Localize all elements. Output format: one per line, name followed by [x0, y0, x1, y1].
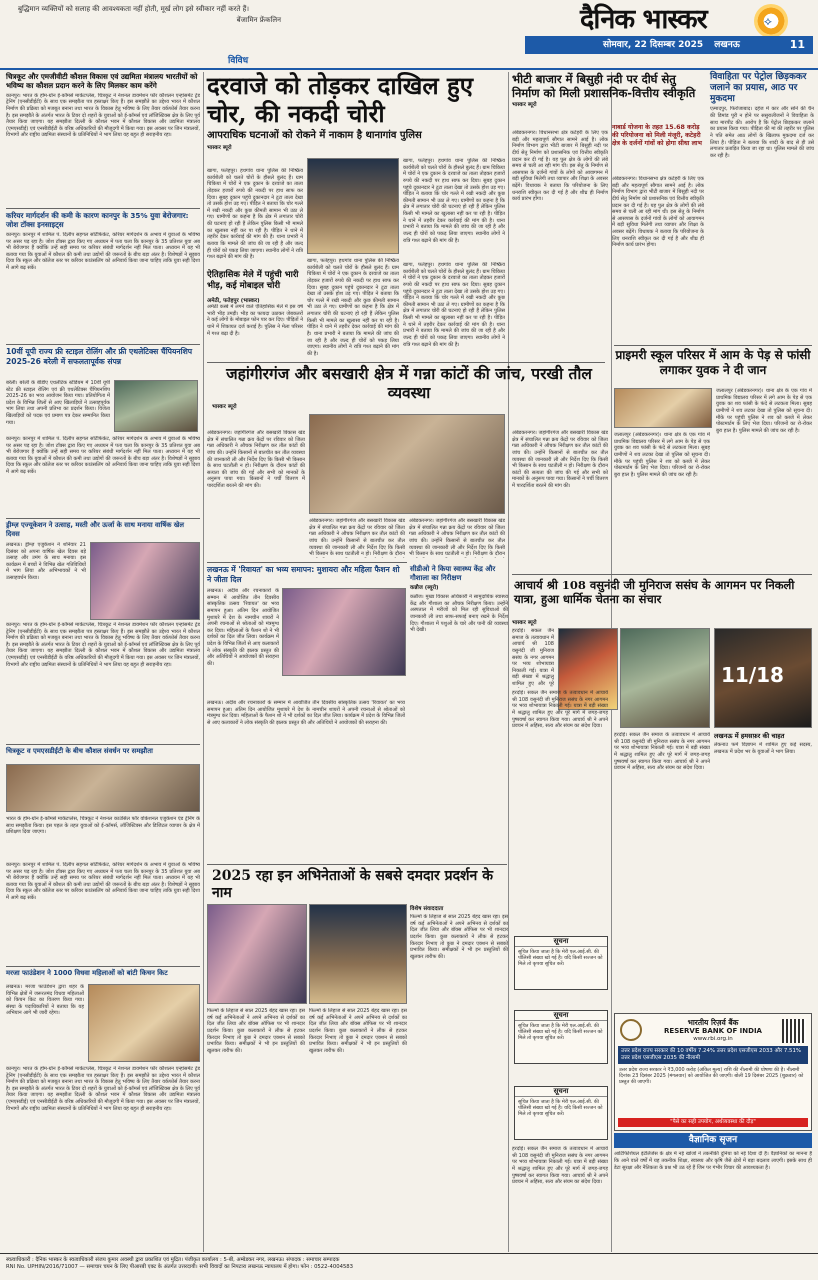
story-body: बरेली। बरेली के बीडीए एथलेटिक स्टेडियम में 10वीं यूपी स्टेट फ्री स्टाइल रोलिंग एवं फ्री एथलेटिक्स चैंपियनशिप 2025-26 का भव्य आयोजन किया गया। प्रतियोगिता में प्रदेश के विभिन्न जिलों से आए खिलाड़ियों ने उत्साहपूर्वक भाग लिया तथा अपनी प्रतिभा का प्रदर्शन किया। विजेता खिलाड़ियों को पदक एवं प्रमाण पत्र देकर सम्मानित किया गया। — [6, 380, 110, 426]
story-body: लेकनाउ फर्म विज्ञापन में शामिल हुए कई सदस्य, लखनऊ में प्रदेश भर के युवाओं ने भाग लिया। — [714, 742, 812, 756]
photo-cane-weighing — [309, 414, 505, 514]
movie-ad-banner[interactable] — [714, 628, 812, 728]
divider — [614, 345, 812, 346]
story-body: लखनऊ। अदीब और रचनाकारों के सम्मान में आयोजित तीन दिवसीय सांस्कृतिक उत्सव 'रिवायत' का भव्य समापन हुआ। अंतिम दिन आयोजित मुशायरे में देश के नामचीन शायरों ने अपनी रचनाओं से श्रोताओं को मंत्रमुग्ध कर दिया। महिलाओं के फैशन शो ने भी दर्शकों का दिल जीत लिया। कार्यक्रम में प्रदेश के विभिन्न जिलों से आए कलाकारों ने लोक संस्कृति की झलक प्रस्तुत की और अतिथियों ने आयोजकों की सराहना की। — [207, 700, 405, 726]
photo-school-tree — [614, 388, 712, 428]
story-headline[interactable]: जहांगीरगंज और बसखारी क्षेत्र में गन्ना कांटों की जांच, परखी तौल व्यवस्था — [226, 364, 592, 402]
quote-text: बुद्धिमान व्यक्तियों को सलाह की आवश्यकता नहीं होती, मूर्ख लोग इसे स्वीकार नहीं करते हैं। — [18, 5, 250, 13]
byline: कन्नौज (ब्यूरो) — [410, 585, 439, 592]
story-body: जलालपुर (अंबेडकरनगर)। थाना क्षेत्र के एक गांव में प्राथमिक विद्यालय परिसर में लगे आम के पेड़ से एक युवक का शव फांसी के फंदे से लटकता मिला। सुबह ग्रामीणों ने शव लटका देखा तो पुलिस को सूचना दी। मौके पर पहुंची पुलिस ने शव को कब्जे में लेकर पोस्टमार्टम के लिए भेज दिया। परिजनों का रो-रोकर बुरा हाल है। पुलिस मामले की जांच कर रही है। — [614, 432, 710, 478]
section-bar — [0, 56, 818, 70]
story-body: खागा, फतेहपुर। हथगांव थाना पुलिस की निष्क्रिय कार्यशैली को चलते चोरों के हौसले बुलंद हैं। ग्राम चिकिया में चोरों ने एक दुकान के दरवाजे का ताला तोड़कर हजारों रुपये की नकदी पर हाथ साफ कर दिया। सुबह दुकान पहुंचे दुकानदार ने टूटा ताला देखा तो उसके होश उड़ गए। पीड़ित ने बताया कि चोर गल्ले में रखी नकदी और कुछ कीमती सामान भी उठा ले गए। ग्रामीणों का कहना है कि क्षेत्र में लगातार चोरी की घटनाएं हो रही हैं लेकिन पुलिस किसी भी मामले का खुलासा नहीं कर पा रही है। पीड़ित ने थाने में तहरीर देकर कार्रवाई की मांग की है। थाना प्रभारी ने बताया कि मामले की जांच की जा रही है और जल्द ही चोरों को पकड़ लिया जाएगा। स्थानीय लोगों ने रात्रि गश्त बढ़ाने की मांग की है। — [403, 158, 505, 244]
imprint-line-2: RNI No. UPHIN/2016/71007 — समाचार चयन के लिए पीआरबी एक्ट के अंतर्गत उत्तरदायी। सभी विवादों का निपटारा लखनऊ न्यायालय में होगा। फोन : 0522-4004583 — [6, 1264, 354, 1271]
notice-title: सूचना — [515, 937, 607, 947]
story-body: खागा, फतेहपुर। हथगांव थाना पुलिस की निष्क्रिय कार्यशैली को चलते चोरों के हौसले बुलंद हैं। ग्राम चिकिया में चोरों ने एक दुकान के दरवाजे का ताला तोड़कर हजारों रुपये की नकदी पर हाथ साफ कर दिया। सुबह दुकान पहुंचे दुकानदार ने टूटा ताला देखा तो उसके होश उड़ गए। पीड़ित ने बताया कि चोर गल्ले में रखी नकदी और कुछ कीमती सामान भी उठा ले गए। ग्रामीणों का कहना है कि क्षेत्र में लगातार चोरी की घटनाएं हो रही हैं लेकिन पुलिस किसी भी मामले का खुलासा नहीं कर पा रही है। पीड़ित ने थाने में तहरीर देकर कार्रवाई की मांग की है। थाना प्रभारी ने बताया कि मामले की जांच की जा रही है और जल्द ही चोरों को पकड़ लिया जाएगा। स्थानीय लोगों ने रात्रि गश्त बढ़ाने की मांग की है। — [403, 262, 505, 348]
story-body: अंबेडकरनगर। जहांगीरगंज और बसखारी विकास खंड क्षेत्र में संचालित गन्ना क्रय केंद्रों पर रविवार को जिला गन्ना अधिकारी ने औचक निरीक्षण कर तौल कांटों की जांच की। उन्होंने किसानों से बातचीत कर तौल व्यवस्था की जानकारी ली और निर्देश दिए कि किसी भी किसान के साथ घटतौली न हो। निरीक्षण के दौरान — [409, 518, 505, 558]
divider — [207, 562, 407, 563]
photo-actor-1 — [207, 904, 307, 1004]
byline: अमेठी, फतेहपुर (भास्कर) — [207, 298, 260, 304]
story-body: अंबेडकरनगर। जहांगीरगंज और बसखारी विकास खंड क्षेत्र में संचालित गन्ना क्रय केंद्रों पर रविवार को जिला गन्ना अधिकारी ने औचक निरीक्षण कर तौल कांटों की जांच की। उन्होंने किसानों से बातचीत कर तौल व्यवस्था की जानकारी ली और निर्देश दिए कि किसी भी किसान के साथ घटतौली न हो। निरीक्षण के दौरान — [309, 518, 405, 558]
story-body: अंबेडकरनगर। जहांगीरगंज और बसखारी विकास खंड क्षेत्र में संचालित गन्ना क्रय केंद्रों पर रविवार को जिला गन्ना अधिकारी ने औचक निरीक्षण कर तौल कांटों की जांच की। उन्होंने किसानों से बातचीत कर तौल व्यवस्था की जानकारी ली और निर्देश दिए कि किसी भी किसान के साथ घटतौली न हो। निरीक्षण के दौरान कांटों की सत्यता की जांच की गई और सभी को मानकों के अनुरूप पाया गया। किसानों ने पर्ची वितरण में पारदर्शिता बरतने की मांग की। — [512, 430, 608, 490]
byline: भास्कर ब्यूरो — [512, 620, 537, 626]
story-headline[interactable]: मरजा फाउंडेशन ने 1000 विधवा महिलाओं को बांटी किचन किट — [6, 969, 168, 977]
photo-broken-door — [307, 158, 399, 254]
quote-author: बेंजामिन फ्रेंकलिन — [236, 16, 281, 24]
story-body: लखनऊ। ड्रीम्ज़ एजुकेशन ने शनिवार 21 दिसंबर को अपना वार्षिक खेल दिवस बड़े उत्साह और उमंग के साथ मनाया। इस कार्यक्रम में बच्चों ने विभिन्न खेल गतिविधियों में भाग लिया और अभिभावकों ने भी उत्साहवर्धन किया। — [6, 542, 86, 581]
photo-sports-day — [90, 542, 200, 620]
left-column — [6, 72, 200, 1112]
story-body: कानपुर। भारत के होम-ग्रोन ई-कॉमर्स मार्केटप्लेस, चित्रकूट ने नेशनल डायमेंशन फॉर कौशलन एन्हांसमेंट ट्रेड ट्रेनिंग (एनसीडीईटी) के साथ एक समझौता पत्र हस्ताक्षर किए हैं। इस समझौते का उद्देश्य भारत में कौशल निर्माण की प्रक्रिया को मजबूत बनाना तथा भारत के विकास हेतु भविष्य के लिए तैयार वर्कफोर्स तैयार करना है। इस समझौते के अंतर्गत भारत के टियर दो शहरों के युवाओं को ई-कॉमर्स एवं लॉजिस्टिक्स क्षेत्र के लिए पूर्व तैयार किया जाएगा। यह समझौता दिल्ली के कौशल भवन में कौशल विकास और उद्यमिता मंत्रालय (एमएसडीई) एवं एनसीडीईटी के वरिष्ठ अधिकारियों की मौजूदगी में किया गया। इस अवसर पर जिन मंत्रालयों, विभागों और राष्ट्रीय उद्यमिता संस्थानों के प्रतिनिधियों ने भाग लिया वह बहुत ही सराहनीय रहा। — [6, 622, 200, 668]
center-column — [207, 71, 505, 357]
notice-body: सूचित किया जाता है कि मेरी एल.आई.सी. की पॉलिसी संख्या खो गई है। यदि किसी सज्जन को मिले तो कृपया सूचित करें। — [518, 1098, 603, 1117]
bank-name-english: RESERVE BANK OF INDIA — [664, 1027, 762, 1036]
story-body: अमेठी कस्बे में लगने वाले ऐतिहासिक मेले में इस वर्ष भारी भीड़ उमड़ी। भीड़ का फायदा उठाकर जेबकतरों ने कई लोगों के मोबाइल फोन पार कर दिए। पीड़ितों ने थाने में शिकायत दर्ज कराई है। पुलिस ने मेला परिसर में गश्त बढ़ा दी है। — [207, 304, 303, 337]
divider — [6, 518, 200, 519]
story-body: कानपुर। भारत के होम-ग्रोन ई-कॉमर्स मार्केटप्लेस, चित्रकूट ने नेशनल डायमेंशन फॉर कौशलन एन्हांसमेंट ट्रेड ट्रेनिंग (एनसीडीईटी) के साथ एक समझौता पत्र हस्ताक्षर किए हैं। इस समझौते का उद्देश्य भारत में कौशल निर्माण की प्रक्रिया को मजबूत बनाना तथा भारत के विकास हेतु भविष्य के लिए तैयार वर्कफोर्स तैयार करना है। इस समझौते के अंतर्गत भारत के टियर दो शहरों के युवाओं को ई-कॉमर्स एवं लॉजिस्टिक्स क्षेत्र के लिए पूर्व तैयार किया जाएगा। यह समझौता दिल्ली के कौशल भवन में कौशल विकास और उद्यमिता मंत्रालय (एमएसडीई) एवं एनसीडीईटी के वरिष्ठ अधिकारियों की मौजूदगी में किया गया। इस अवसर पर जिन मंत्रालयों, विभागों और राष्ट्रीय उद्यमिता संस्थानों के प्रतिनिधियों ने भाग लिया वह बहुत ही सराहनीय रहा। — [6, 1066, 200, 1112]
bhiti-pull-quote — [612, 124, 704, 149]
science-column — [614, 1133, 812, 1249]
imprint-footer — [0, 1253, 818, 1280]
story-headline[interactable]: ऐतिहासिक मेले में पहुंची भारी भीड़, कई मोबाइल चोरी — [207, 270, 299, 291]
story-body: अंबेडकरनगर। जहांगीरगंज और बसखारी विकास खंड क्षेत्र में संचालित गन्ना क्रय केंद्रों पर रविवार को जिला गन्ना अधिकारी ने औचक निरीक्षण कर तौल कांटों की जांच की। उन्होंने किसानों से बातचीत कर तौल व्यवस्था की जानकारी ली और निर्देश दिए कि किसी भी किसान के साथ घटतौली न हो। निरीक्षण के दौरान कांटों की सत्यता की जांच की गई और सभी को मानकों के अनुरूप पाया गया। किसानों ने पर्ची वितरण में पारदर्शिता बरतने की मांग की। — [207, 430, 305, 490]
divider — [207, 362, 605, 363]
story-body: कानपुर। कानपुर में शामिल पं. दिलीप सहगल सर्टिफिकेट, करियर मार्गदर्शन के अभाव में युवाओं के भविष्य पर असर पड़ रहा है। जोश टॉक्स द्वारा किए गए अध्ययन में पता चला कि कानपुर के 35 प्रतिशत युवा अब भी बेरोजगार हैं क्योंकि उन्हें सही समय पर करियर संबंधी मार्गदर्शन नहीं मिल पाता। अध्ययन में यह भी बताया गया कि युवाओं में कौशल की कमी तथा उद्योगों की जरूरतों के बीच बड़ा अंतर है। विशेषज्ञों ने सुझाव दिया कि स्कूल और कॉलेज स्तर पर करियर काउंसलिंग को अनिवार्य किया जाना चाहिए ताकि युवा सही दिशा में आगे बढ़ सकें। — [6, 862, 200, 901]
story-body: खागा, फतेहपुर। हथगांव थाना पुलिस की निष्क्रिय कार्यशैली को चलते चोरों के हौसले बुलंद हैं। ग्राम चिकिया में चोरों ने एक दुकान के दरवाजे का ताला तोड़कर हजारों रुपये की नकदी पर हाथ साफ कर दिया। सुबह दुकान पहुंचे दुकानदार ने टूटा ताला देखा तो उसके होश उड़ गए। पीड़ित ने बताया कि चोर गल्ले में रखी नकदी और कुछ कीमती सामान भी उठा ले गए। ग्रामीणों का कहना है कि क्षेत्र में लगातार चोरी की घटनाएं हो रही हैं लेकिन पुलिस किसी भी मामले का खुलासा नहीं कर पा रही है। पीड़ित ने थाने में तहरीर देकर कार्रवाई की मांग की है। थाना प्रभारी ने बताया कि मामले की जांच की जा रही है और जल्द ही चोरों को पकड़ लिया जाएगा। स्थानीय लोगों ने रात्रि गश्त बढ़ाने की मांग की है। — [207, 168, 303, 261]
story-headline[interactable]: सीडीओ ने किया स्वास्थ्य केंद्र और गौशाला का निरीक्षण — [410, 565, 496, 583]
bank-name-hindi: भारतीय रिज़र्व बैंक — [687, 1018, 739, 1027]
bhiti-head-block — [512, 72, 707, 111]
vivahita-story — [710, 72, 814, 342]
photo-actor-2 — [309, 904, 407, 1004]
story-body: फिल्मों के लिहाज से साल 2025 बेहद खास रहा। इस वर्ष कई अभिनेताओं ने अपने अभिनय से दर्शकों का दिल जीत लिया और बॉक्स ऑफिस पर भी शानदार प्रदर्शन किया। कुछ कलाकारों ने लीक से हटकर किरदार निभाए तो कुछ ने दमदार एक्शन से सबको प्रभावित किया। समीक्षकों ने भी इन प्रस्तुतियों की खुलकर तारीफ की। — [207, 1008, 305, 1054]
divider — [6, 208, 200, 209]
riwayat-story — [207, 565, 405, 585]
photo-mushaira — [282, 588, 406, 676]
sugar-story — [212, 365, 606, 413]
bank-announcement: उत्तर प्रदेश राज्य सरकार की 10 वर्षीय 7.24% उत्तर प्रदेश एसजीएस 2033 और 7.51% उत्तर प्रदेश एसजीएस 2035 की नीलामी — [618, 1046, 808, 1064]
hamsafar-story — [714, 732, 812, 932]
story-body: कानपुर। कानपुर में शामिल पं. दिलीप सहगल सर्टिफिकेट, करियर मार्गदर्शन के अभाव में युवाओं के भविष्य पर असर पड़ रहा है। जोश टॉक्स द्वारा किए गए अध्ययन में पता चला कि कानपुर के 35 प्रतिशत युवा अब भी बेरोजगार हैं क्योंकि उन्हें सही समय पर करियर संबंधी मार्गदर्शन नहीं मिल पाता। अध्ययन में यह भी बताया गया कि युवाओं में कौशल की कमी तथा उद्योगों की जरूरतों के बीच बड़ा अंतर है। विशेषज्ञों ने सुझाव दिया कि स्कूल और कॉलेज स्तर पर करियर काउंसलिंग को अनिवार्य किया जाना चाहिए ताकि युवा सही दिशा में आगे बढ़ सकें। — [6, 232, 200, 271]
story-body: आर्टिफिशियल इंटेलिजेंस के क्षेत्र में नई खोजों ने तकनीकी दुनिया को नई दिशा दी है। वैज्ञानिकों का मानना है कि आने वाले वर्षों में यह तकनीक शिक्षा, स्वास्थ्य और कृषि जैसे क्षेत्रों में बड़ा बदलाव लाएगी। इसके साथ ही डेटा सुरक्षा और नैतिकता के प्रश्न भी उठ रहे हैं जिन पर गंभीर विचार की आवश्यकता है। — [614, 1151, 812, 1171]
qr-code-icon — [782, 1019, 806, 1043]
byline: भास्कर ब्यूरो — [212, 404, 237, 411]
story-headline[interactable]: 10वीं यूपी राज्य फ्री स्टाइल रोलिंग और फ्री एथलेटिक्स चैंपियनशिप 2025-26 बरेली में सफलतापूर्वक संपन्न — [6, 347, 193, 366]
edition-city: लखनऊ — [714, 40, 740, 50]
story-body: हरदोई। सकल जैन समाज के तत्वावधान में आचार्य श्री 108 वसुनंदी जी मुनिराज ससंघ के नगर आगमन पर भव्य शोभायात्रा निकाली गई। यात्रा में बड़ी संख्या में श्रद्धालु शामिल हुए और पूरे मार्ग में जगह-जगह पुष्पवर्षा कर स्वागत किया गया। आचार्य श्री ने अपने प्रवचन में अहिंसा, सत्य और संयम का संदेश दिया। — [614, 732, 710, 772]
story-headline[interactable]: लखनऊ में 'रिवायत' का भव्य समापन: मुशायरा और महिला फैशन शो ने जीता दिल — [207, 565, 400, 584]
story-body: कानपुर। भारत के होम-ग्रोन ई-कॉमर्स मार्केटप्लेस, चित्रकूट ने नेशनल डायमेंशन फॉर कौशलन एन्हांसमेंट ट्रेड ट्रेनिंग (एनसीडीईटी) के साथ एक समझौता पत्र हस्ताक्षर किए हैं। इस समझौते का उद्देश्य भारत में कौशल निर्माण की प्रक्रिया को मजबूत बनाना तथा भारत के विकास हेतु भविष्य के लिए तैयार वर्कफोर्स तैयार करना है। इस समझौते के अंतर्गत भारत के टियर दो शहरों के युवाओं को ई-कॉमर्स एवं लॉजिस्टिक्स क्षेत्र के लिए पूर्व तैयार किया जाएगा। यह समझौता दिल्ली के कौशल भवन में कौशल विकास और उद्यमिता मंत्रालय (एमएसडीई) एवं एनसीडीईटी के वरिष्ठ अधिकारियों की मौजूदगी में किया गया। इस अवसर पर जिन मंत्रालयों, विभागों और राष्ट्रीय उद्यमिता संस्थानों के प्रतिनिधियों ने भाग लिया वह बहुत ही सराहनीय रहा। — [6, 92, 200, 139]
bank-slogan: "पैसे का सही उपयोग, अर्थव्यवस्था की दौड़" — [618, 1118, 808, 1127]
notice-title: सूचना — [515, 1011, 607, 1021]
story-body: अंबेडकरनगर। विधानसभा क्षेत्र कटेहरी के लिए एक बड़ी और महत्वपूर्ण सौगात सामने आई है। लोक निर्माण विभाग द्वारा भीटी बाजार में बिसुही नदी पर दीर्घ सेतु निर्माण को प्रशासनिक एवं वित्तीय स्वीकृति प्रदान कर दी गई है। यह पुल क्षेत्र के लोगों की लंबे समय से चली आ रही मांग थी। इस सेतु के निर्माण से आसपास के दर्जनों गांवों के लोगों को आवागमन में बड़ी सुविधा मिलेगी तथा व्यापार और शिक्षा के अवसर बढ़ेंगे। विधायक ने बताया कि परियोजना के लिए धनराशि स्वीकृत कर दी गई है और शीघ्र ही निर्माण कार्य प्रारंभ होगा। — [512, 130, 608, 203]
story-body: कन्नौज। मुख्य विकास अधिकारी ने सामुदायिक स्वास्थ्य केंद्र और गौशाला का औचक निरीक्षण किया। उन्होंने अस्पताल में मरीजों को मिल रही सुविधाओं की जानकारी ली तथा साफ-सफाई बनाए रखने के निर्देश दिए। गौशाला में पशुओं के चारे और पानी की व्यवस्था भी देखी। — [410, 594, 508, 634]
story-body: एत्मादपुर, फिरोजाबाद। दहेज में कार और सोने की चैन की डिमांड पूरी न होने पर ससुरालीजनों ने विवाहिता के साथ मारपीट की। आरोप है कि पेट्रोल छिड़ककर जलाने का प्रयास किया गया। पीड़िता की मां की तहरीर पर पुलिस ने पति समेत आठ लोगों के खिलाफ मुकदमा दर्ज कर लिया है। पीड़िता ने बताया कि शादी के बाद से ही उसे लगातार प्रताड़ित किया जा रहा था। पुलिस मामले की जांच कर रही है। — [710, 106, 814, 159]
story-body: कानपुर। कानपुर में शामिल पं. दिलीप सहगल सर्टिफिकेट, करियर मार्गदर्शन के अभाव में युवाओं के भविष्य पर असर पड़ रहा है। जोश टॉक्स द्वारा किए गए अध्ययन में पता चला कि कानपुर के 35 प्रतिशत युवा अब भी बेरोजगार हैं क्योंकि उन्हें सही समय पर करियर संबंधी मार्गदर्शन नहीं मिल पाता। अध्ययन में यह भी बताया गया कि युवाओं में कौशल की कमी तथा उद्योगों की जरूरतों के बीच बड़ा अंतर है। विशेषज्ञों ने सुझाव दिया कि स्कूल और कॉलेज स्तर पर करियर काउंसलिंग को अनिवार्य किया जाना चाहिए ताकि युवा सही दिशा में आगे बढ़ सकें। — [6, 436, 200, 475]
pull-quote-text: नाबार्ड योजना के तहत 15.68 करोड़ की परियोजना को मिली मंजूरी, कटेहरी क्षेत्र के दर्जनों गांवों को होगा सीधा लाभ — [612, 124, 702, 148]
story-body: लखनऊ। अदीब और रचनाकारों के सम्मान में आयोजित तीन दिवसीय सांस्कृतिक उत्सव 'रिवायत' का भव्य समापन हुआ। अंतिम दिन आयोजित मुशायरे में देश के नामचीन शायरों ने अपनी रचनाओं से श्रोताओं को मंत्रमुग्ध कर दिया। महिलाओं के फैशन शो ने भी दर्शकों का दिल जीत लिया। कार्यक्रम में प्रदेश के विभिन्न जिलों से आए कलाकारों ने लोक संस्कृति की झलक प्रस्तुत की और अतिथियों ने आयोजकों की सराहना की। — [207, 588, 279, 668]
bird-logo-icon: ⟡ — [764, 14, 772, 28]
story-headline[interactable]: आचार्य श्री 108 वसुनंदी जी मुनिराज ससंघ के आगमन पर निकली यात्रा, हुआ धार्मिक चेतना का संचार — [514, 578, 795, 607]
notice-box — [514, 1010, 608, 1064]
logo-text: दैनिक भास्कर — [580, 4, 707, 35]
story-body: जलालपुर (अंबेडकरनगर)। थाना क्षेत्र के एक गांव में प्राथमिक विद्यालय परिसर में लगे आम के पेड़ से एक युवक का शव फांसी के फंदे से लटकता मिला। सुबह ग्रामीणों ने शव लटका देखा तो पुलिस को सूचना दी। मौके पर पहुंची पुलिस ने शव को कब्जे में लेकर पोस्टमार्टम के लिए भेज दिया। परिजनों का रो-रोकर बुरा हाल है। पुलिस मामले की जांच कर रही है। — [716, 388, 812, 434]
story-headline[interactable]: ड्रीम्ज़ एज्यूकेशन ने उत्साह, मस्ती और ऊर्जा के साथ मनाया वार्षिक खेल दिवस — [6, 521, 184, 538]
divider — [6, 344, 200, 345]
notice-title: सूचना — [515, 1087, 607, 1097]
story-headline[interactable]: चित्रकूट और एमजीवीटी कौशल विकास एवं उद्यमिता मंत्रालय भारतीयों को भविष्य का कौशल प्रदान करने के लिए मिलकर काम करेंगे — [6, 72, 198, 91]
byline: भास्कर ब्यूरो — [512, 102, 537, 109]
notice-body: सूचित किया जाता है कि मेरी एल.आई.सी. की पॉलिसी संख्या खो गई है। यदि किसी सज्जन को मिले तो कृपया सूचित करें। — [518, 948, 603, 967]
cdo-story — [410, 565, 508, 814]
jain-story — [514, 578, 812, 606]
lead-deck: आपराधिक घटनाओं को रोकने में नाकाम है थानागांव पुलिस — [207, 130, 422, 142]
story-body: फिल्मों के लिहाज से साल 2025 बेहद खास रहा। इस वर्ष कई अभिनेताओं ने अपने अभिनय से दर्शकों का दिल जीत लिया और बॉक्स ऑफिस पर भी शानदार प्रदर्शन किया। कुछ कलाकारों ने लीक से हटकर किरदार निभाए तो कुछ ने दमदार एक्शन से सबको प्रभावित किया। समीक्षकों ने भी इन प्रस्तुतियों की खुलकर तारीफ की। — [309, 1008, 407, 1054]
story-headline[interactable]: लखनऊ में हमसफ़र की चाहत — [714, 732, 785, 740]
story-headline[interactable]: भीटी बाजार में बिसुही नदी पर दीर्घ सेतु निर्माण को मिली प्रशासनिक-वित्तीय स्वीकृति — [512, 72, 696, 101]
divider — [512, 574, 812, 575]
notice-body: सूचित किया जाता है कि मेरी एल.आई.सी. की पॉलिसी संख्या खो गई है। यदि किसी सज्जन को मिले तो कृपया सूचित करें। — [518, 1022, 603, 1041]
notice-box — [514, 1086, 608, 1140]
quote-box — [18, 4, 293, 24]
story-body: हरदोई। सकल जैन समाज के तत्वावधान में आचार्य श्री 108 वसुनंदी जी मुनिराज ससंघ के नगर आगमन पर भव्य शोभायात्रा निकाली गई। यात्रा में बड़ी संख्या में श्रद्धालु शामिल हुए और पूरे — [512, 628, 554, 688]
notice-box — [514, 936, 608, 990]
lead-headline[interactable]: दरवाजे को तोड़कर दाखिल हुए चोर, की नकदी चोरी — [207, 71, 474, 128]
divider — [207, 864, 507, 865]
story-headline[interactable]: करियर मार्गदर्शन की कमी के कारण कानपुर के 35% युवा बेरोजगार: जोश टॉक्स इनसाइट्स — [6, 211, 189, 230]
imprint-line-1: स्वत्वाधिकारी : दैनिक भास्कर के स्वत्वाधिकारी संजय कुमार अवस्थी द्वारा प्रकाशित एवं मुद्रित। पंजीकृत कार्यालय : 5-बी, अम्बेडकर नगर, लखनऊ। संपादक : समाचार सम्पादक — [6, 1257, 340, 1263]
story-headline[interactable]: चित्रकूट व एमएसडीईटी के बीच कौशल संवर्धन पर समझौता — [6, 747, 153, 755]
story-body: भारत के होम-ग्रोन ई-कॉमर्स मार्केटप्लेस, चित्रकूट ने नेशनल काउंसिल फॉर वोकेशनल एजुकेशन एंड ट्रेनिंग के साथ समझौता किया। इस पहल के तहत युवाओं को ई-कॉमर्स, लॉजिस्टिक्स और डिजिटल व्यापार के क्षेत्र में प्रशिक्षण दिया जाएगा। — [6, 816, 200, 836]
story-body: खागा, फतेहपुर। हथगांव थाना पुलिस की निष्क्रिय कार्यशैली को चलते चोरों के हौसले बुलंद हैं। ग्राम चिकिया में चोरों ने एक दुकान के दरवाजे का ताला तोड़कर हजारों रुपये की नकदी पर हाथ साफ कर दिया। सुबह दुकान पहुंचे दुकानदार ने टूटा ताला देखा तो उसके होश उड़ गए। पीड़ित ने बताया कि चोर गल्ले में रखी नकदी और कुछ कीमती सामान भी उठा ले गए। ग्रामीणों का कहना है कि क्षेत्र में लगातार चोरी की घटनाएं हो रही हैं लेकिन पुलिस किसी भी मामले का खुलासा नहीं कर पा रही है। पीड़ित ने थाने में तहरीर देकर कार्रवाई की मांग की है। थाना प्रभारी ने बताया कि मामले की जांच की जा रही है और जल्द ही चोरों को पकड़ लिया जाएगा। स्थानीय लोगों ने रात्रि गश्त बढ़ाने की मांग की है। — [307, 258, 399, 357]
divider — [6, 744, 200, 745]
photo-athletes — [114, 380, 198, 432]
science-head: वैज्ञानिक सृजन — [614, 1133, 812, 1148]
story-body: हरदोई। सकल जैन समाज के तत्वावधान में आचार्य श्री 108 वसुनंदी जी मुनिराज ससंघ के नगर आगमन पर भव्य शोभायात्रा निकाली गई। यात्रा में बड़ी संख्या में श्रद्धालु शामिल हुए और पूरे मार्ग में जगह-जगह पुष्पवर्षा कर स्वागत किया गया। आचार्य श्री ने अपने प्रवचन में अहिंसा, सत्य और संयम का संदेश दिया। — [512, 690, 608, 730]
story-body: हरदोई। सकल जैन समाज के तत्वावधान में आचार्य श्री 108 वसुनंदी जी मुनिराज ससंघ के नगर आगमन पर भव्य शोभायात्रा निकाली गई। यात्रा में बड़ी संख्या में श्रद्धालु शामिल हुए और पूरे मार्ग में जगह-जगह पुष्पवर्षा कर स्वागत किया गया। आचार्य श्री ने अपने प्रवचन में अहिंसा, सत्य और संयम का संदेश दिया। — [512, 1146, 608, 1186]
dateline — [525, 36, 813, 54]
photo-mou-signing — [6, 764, 200, 812]
story-body: लखनऊ। मरजा फाउंडेशन द्वारा शहर के विभिन्न क्षेत्रों में जरूरतमंद विधवा महिलाओं को किचन किट का वितरण किया गया। संस्था के पदाधिकारियों ने बताया कि यह अभियान आगे भी जारी रहेगा। — [6, 984, 84, 1017]
bank-url[interactable]: www.rbi.org.in — [693, 1036, 733, 1043]
byline: विशेष संवाददाता — [410, 906, 444, 912]
photo-acharya — [620, 628, 710, 728]
column-divider — [508, 72, 509, 1252]
byline: भास्कर ब्यूरो — [207, 144, 232, 151]
masthead — [0, 0, 818, 58]
section-name: विविध — [228, 56, 249, 66]
divider — [6, 966, 200, 967]
story-headline[interactable]: विवाहिता पर पेट्रोल छिड़ककर जलाने का प्रयास, आठ पर मुकदमा — [710, 72, 807, 104]
story-headline[interactable]: प्राइमरी स्कूल परिसर में आम के पेड़ से फांसी लगाकर युवक ने दी जान — [615, 348, 811, 377]
rbi-seal-icon — [620, 1019, 642, 1041]
bank-body: उत्तर प्रदेश राज्य सरकार ने ₹3,000 करोड़ (अंकित मूल्य) राशि की नीलामी की घोषणा की है। नीलामी दिनांक 23 दिसंबर 2025 (मंगलवार) को आयोजित की जाएगी। बोली 19 दिसंबर 2025 (शुक्रवार) को प्रस्तुत की जाएगी। — [619, 1066, 804, 1085]
ad-banner-text: 11/18 — [721, 663, 784, 687]
school-story — [614, 348, 812, 377]
story-headline[interactable]: 2025 रहा इन अभिनेताओं के सबसे दमदार प्रदर्शन के नाम — [212, 868, 493, 901]
date: सोमवार, 22 दिसम्बर 2025 — [603, 40, 704, 50]
page-number: 11 — [789, 38, 805, 51]
column-divider — [203, 72, 204, 1252]
photo-kitchen-kits — [88, 984, 200, 1062]
story-body: फिल्मों के लिहाज से साल 2025 बेहद खास रहा। इस वर्ष कई अभिनेताओं ने अपने अभिनय से दर्शकों का दिल जीत लिया और बॉक्स ऑफिस पर भी शानदार प्रदर्शन किया। कुछ कलाकारों ने लीक से हटकर किरदार निभाए तो कुछ ने दमदार एक्शन से सबको प्रभावित किया। समीक्षकों ने भी इन प्रस्तुतियों की खुलकर तारीफ की। — [410, 914, 508, 960]
story-body: अंबेडकरनगर। विधानसभा क्षेत्र कटेहरी के लिए एक बड़ी और महत्वपूर्ण सौगात सामने आई है। लोक निर्माण विभाग द्वारा भीटी बाजार में बिसुही नदी पर दीर्घ सेतु निर्माण को प्रशासनिक एवं वित्तीय स्वीकृति प्रदान कर दी गई है। यह पुल क्षेत्र के लोगों की लंबे समय से चली आ रही मांग थी। इस सेतु के निर्माण से आसपास के दर्जनों गांवों के लोगों को आवागमन में बड़ी सुविधा मिलेगी तथा व्यापार और शिक्षा के अवसर बढ़ेंगे। विधायक ने बताया कि परियोजना के लिए धनराशि स्वीकृत कर दी गई है और शीघ्र ही निर्माण कार्य प्रारंभ होगा। — [612, 176, 704, 249]
rbi-advertisement[interactable] — [614, 1013, 812, 1131]
